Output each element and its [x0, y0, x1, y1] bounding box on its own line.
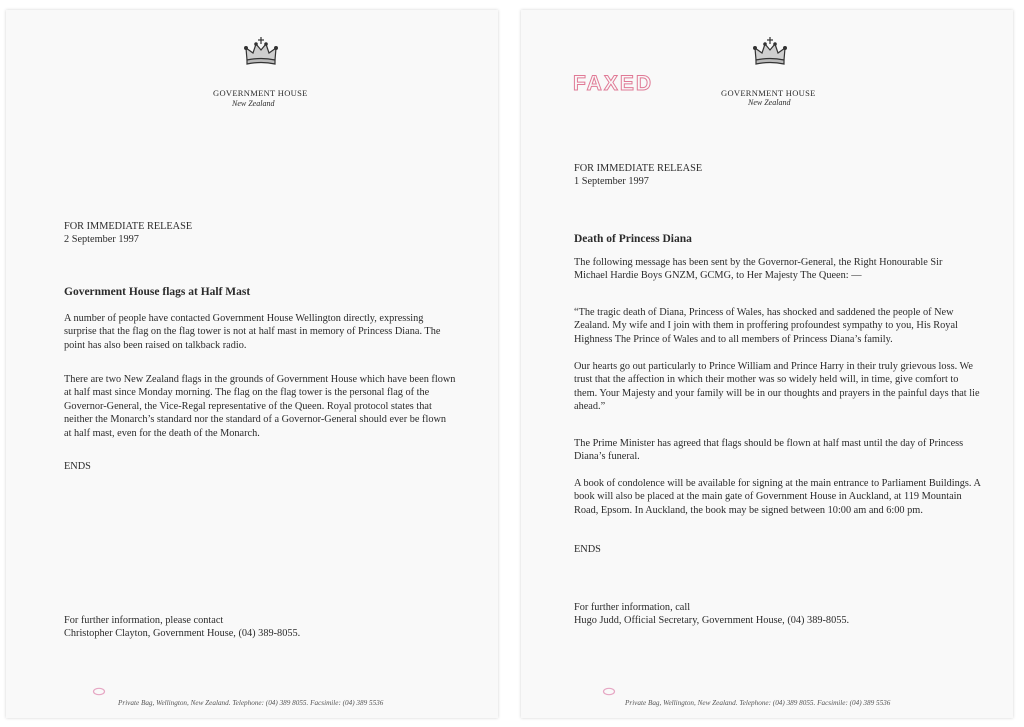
crown-icon: [243, 36, 279, 68]
letterhead-title: GOVERNMENT HOUSE: [721, 88, 816, 98]
letterhead-title: GOVERNMENT HOUSE: [213, 88, 308, 98]
quote-paragraph-2: Our hearts go out particularly to Prince William and Prince Harry in their truly grievous loss. We trust that the affection in which their mother was so widely held will, in time, give comfort to them. Your Majesty and your family will be in our thoughts and prayers in the painful days that lie ahead.”: [574, 361, 980, 413]
release-date: 1 September 1997: [574, 176, 649, 187]
release-label: FOR IMMEDIATE RELEASE: [574, 163, 703, 174]
quote-paragraph-1: “The tragic death of Diana, Princess of Wales, has shocked and saddened the people of New Zealand. My wife and I join with them in proffering profoundest sympathy to you, His Royal Highness The Prince of Wales and to all members of Princess Diana’s family.: [574, 307, 958, 345]
letterhead-footer: Private Bag, Wellington, New Zealand. Telephone: (04) 389 8055. Facsimile: (04) 389 5536: [625, 699, 891, 707]
ends-marker: ENDS: [574, 544, 601, 555]
crown-icon: [752, 36, 788, 68]
condolence-book-paragraph: A book of condolence will be available for signing at the main entrance to Parliament Buildings. A book will also be placed at the main gate of Government House in Auckland, at 119 Mountain Road, Epsom. In Auckland, the book may be signed between 10:00 am and 6:00 pm.: [574, 478, 981, 516]
letterhead-subtitle: New Zealand: [748, 98, 791, 107]
release-heading: Government House flags at Half Mast: [64, 286, 251, 298]
faxed-stamp: FAXED: [573, 72, 654, 95]
letterhead-subtitle: New Zealand: [232, 99, 275, 108]
watermark-smudge: [92, 687, 106, 696]
press-release-page-right: [521, 10, 1013, 718]
contact-line-2: Christopher Clayton, Government House, (04) 389-8055.: [64, 628, 301, 639]
intro-paragraph: The following message has been sent by the Governor-General, the Right Honourable Sir Michael Hardie Boys GNZM, GCMG, to Her Majesty The Queen: —: [574, 257, 943, 282]
contact-line-2: Hugo Judd, Official Secretary, Government House, (04) 389-8055.: [574, 615, 850, 626]
ends-marker: ENDS: [64, 461, 91, 472]
paragraph-1: A number of people have contacted Government House Wellington directly, expressing surprise that the flag on the flag tower is not at half mast in memory of Princess Diana. The point has also been raised on talkback radio.: [64, 313, 441, 351]
press-release-page-left: [6, 10, 498, 718]
release-heading: Death of Princess Diana: [574, 233, 692, 245]
prime-minister-paragraph: The Prime Minister has agreed that flags should be flown at half mast until the day of Princess Diana’s funeral.: [574, 438, 964, 463]
paragraph-2: There are two New Zealand flags in the grounds of Government House which have been flown at half mast since Monday morning. The flag on the flag tower is the personal flag of the Governor-General, the Vice-Regal representative of the Queen. Royal protocol states that neither the Monarch’s standard nor the standard of a Governor-General should ever be flown at half mast, even for the death of the Monarch.: [64, 374, 456, 439]
letterhead-footer: Private Bag, Wellington, New Zealand. Telephone: (04) 389 8055. Facsimile: (04) 389 5536: [118, 699, 384, 707]
contact-line-1: For further information, please contact: [64, 615, 224, 626]
release-date: 2 September 1997: [64, 234, 139, 245]
watermark-smudge: [602, 687, 616, 696]
contact-line-1: For further information, call: [574, 602, 691, 613]
release-label: FOR IMMEDIATE RELEASE: [64, 221, 193, 232]
